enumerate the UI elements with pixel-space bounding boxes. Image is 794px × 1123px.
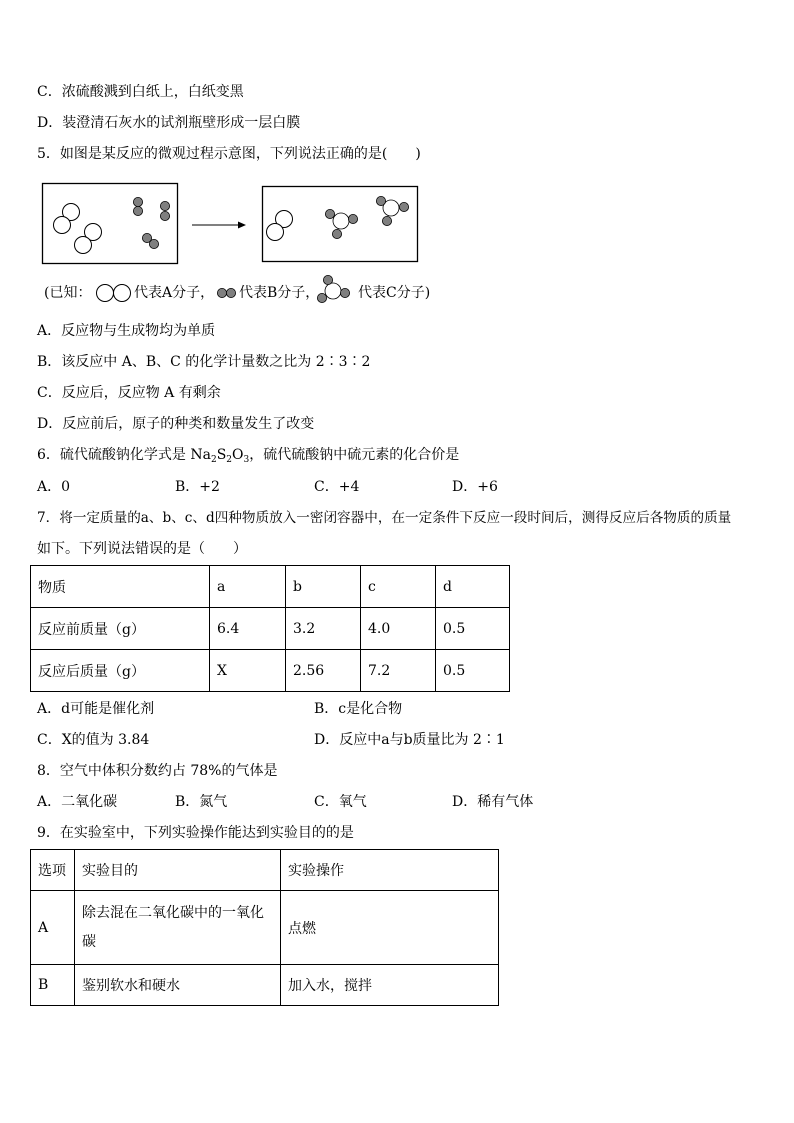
table-cell: 2.56 xyxy=(286,650,361,692)
table-cell: 实验目的 xyxy=(75,850,281,891)
legend-c-icon xyxy=(317,275,349,302)
table-cell: a xyxy=(210,566,286,608)
q7-stem-line1: 7．将一定质量的a、b、c、d四种物质放入一密闭容器中，在一定条件下反应一段时间后，测得反应后各物质的质量 xyxy=(37,510,732,526)
q6-sub-2: 2 xyxy=(226,455,233,465)
table-cell: d xyxy=(436,566,510,608)
legend-a-label: 代表A分子， xyxy=(134,285,215,301)
q5-option-d: D．反应前后，原子的种类和数量发生了改变 xyxy=(37,416,315,432)
q6-option-b: B．+2 xyxy=(175,479,220,495)
table-cell xyxy=(75,891,281,965)
q8-option-a: A．二氧化碳 xyxy=(37,794,118,810)
table-cell: 选项 xyxy=(31,850,75,891)
q4-option-d: D．装澄清石灰水的试剂瓶壁形成一层白膜 xyxy=(37,115,301,131)
legend-b-icon xyxy=(217,288,235,297)
table-row xyxy=(31,891,499,965)
table-cell: X xyxy=(210,650,286,692)
table-cell: 3.2 xyxy=(286,608,361,650)
table-row xyxy=(31,850,499,891)
table-cell: 0.5 xyxy=(436,608,510,650)
q6-stem-post: ，硫代硫酸钠中硫元素的化合价是 xyxy=(249,447,460,463)
q7-option-c: C．X的值为 3.84 xyxy=(37,732,150,748)
legend-prefix: (已知： xyxy=(44,285,92,301)
table-cell: c xyxy=(361,566,436,608)
q6-mid: S xyxy=(216,447,227,463)
q6-option-a: A．0 xyxy=(37,479,71,495)
table-cell: 6.4 xyxy=(210,608,286,650)
table-cell: 7.2 xyxy=(361,650,436,692)
legend-c-label: 代表C分子) xyxy=(358,285,431,301)
cell-line: 碳 xyxy=(82,933,96,950)
q9-stem: 9．在实验室中，下列实验操作能达到实验目的的是 xyxy=(37,825,354,841)
q7-stem-line2: 如下。下列说法错误的是（ ） xyxy=(37,541,247,557)
table-cell: 加入水，搅拌 xyxy=(281,965,499,1006)
table-cell: 0.5 xyxy=(436,650,510,692)
q5-option-c: C．反应后，反应物 A 有剩余 xyxy=(37,385,221,401)
q8-option-d: D．稀有气体 xyxy=(452,794,534,810)
table-cell: 实验操作 xyxy=(281,850,499,891)
table-cell: b xyxy=(286,566,361,608)
q5-stem: 5．如图是某反应的微观过程示意图，下列说法正确的是( ) xyxy=(37,146,421,162)
table-cell: 物质 xyxy=(31,566,210,608)
q6-option-d: D．+6 xyxy=(452,479,498,495)
table-cell: A xyxy=(31,891,75,965)
table-cell: B xyxy=(31,965,75,1006)
reaction-arrow xyxy=(192,222,246,229)
q7-option-d: D．反应中a与b质量比为 2∶1 xyxy=(314,732,505,748)
q4-option-c: C．浓硫酸溅到白纸上，白纸变黑 xyxy=(37,84,244,100)
q5-option-b: B．该反应中 A、B、C 的化学计量数之比为 2∶3∶2 xyxy=(37,354,371,370)
cell-line: 除去混在二氧化碳中的一氧化 xyxy=(82,904,264,921)
q5-option-a: A．反应物与生成物均为单质 xyxy=(37,323,216,339)
table-cell: 鉴别软水和硬水 xyxy=(75,965,281,1006)
table-cell: 反应前质量（g） xyxy=(31,608,210,650)
q6-stem xyxy=(37,446,459,464)
table-row xyxy=(31,965,499,1006)
q8-option-c: C．氧气 xyxy=(314,794,367,810)
q8-stem: 8．空气中体积分数约占 78%的气体是 xyxy=(37,763,278,779)
q6-option-c: C．+4 xyxy=(314,479,360,495)
legend-b-label: 代表B分子， xyxy=(239,285,320,301)
q6-mid2: O xyxy=(232,447,244,463)
reaction-diagram xyxy=(0,0,794,320)
table-row xyxy=(31,608,510,650)
q7-table xyxy=(30,565,510,692)
q6-sub-3: 3 xyxy=(243,455,250,465)
table-cell: 点燃 xyxy=(281,891,499,965)
q8-option-b: B．氮气 xyxy=(175,794,228,810)
q6-sub-1: 2 xyxy=(210,455,217,465)
q7-option-b: B．c是化合物 xyxy=(314,701,403,717)
q7-option-a: A．d可能是催化剂 xyxy=(37,701,155,717)
q6-stem-pre: 6．硫代硫酸钠化学式是 Na xyxy=(37,447,211,463)
table-cell: 反应后质量（g） xyxy=(31,650,210,692)
table-cell: 4.0 xyxy=(361,608,436,650)
legend-a-icon xyxy=(97,285,131,302)
table-row xyxy=(31,566,510,608)
table-row xyxy=(31,650,510,692)
q9-table xyxy=(30,849,499,1006)
